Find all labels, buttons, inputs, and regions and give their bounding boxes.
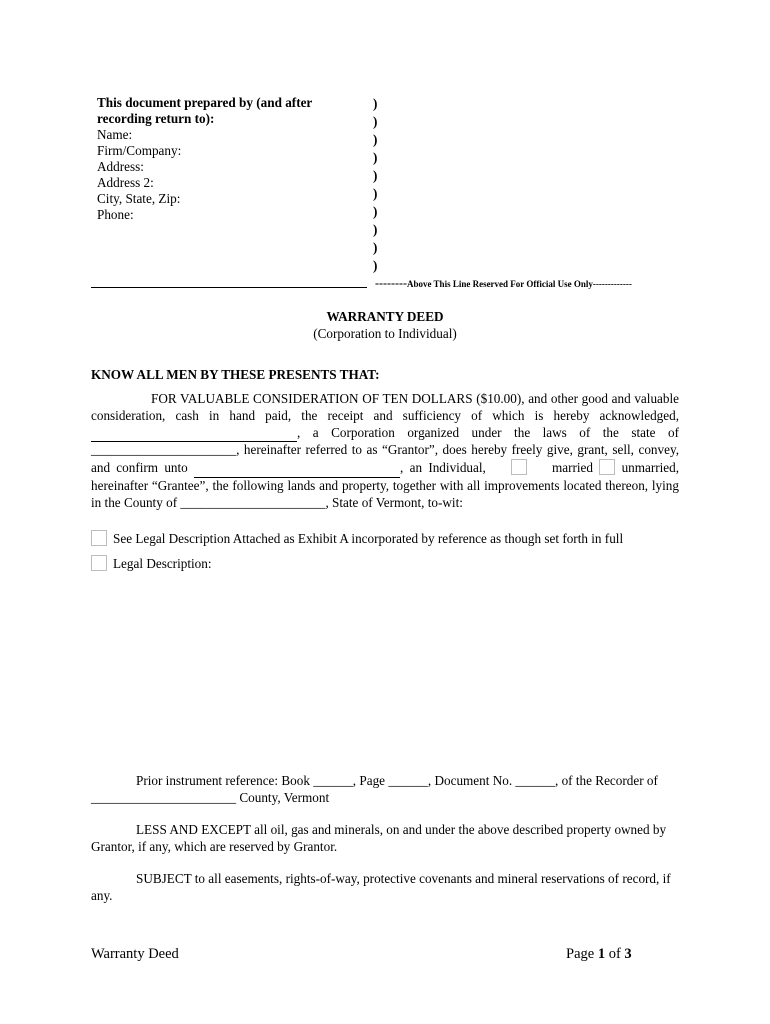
page-total: 3 bbox=[624, 946, 632, 962]
prepared-by-heading: This document prepared by (and after recording return to): bbox=[97, 95, 313, 126]
paren: ) bbox=[373, 222, 378, 237]
grantee-name-blank[interactable] bbox=[194, 460, 400, 478]
legal-description-option bbox=[91, 555, 691, 572]
subject-text: SUBJECT to all easements, rights-of-way, protective covenants and mineral reservations of record, if any. bbox=[91, 871, 671, 903]
paren: ) bbox=[373, 204, 378, 219]
parenthesis-column bbox=[373, 95, 377, 275]
field-address-label: Address: bbox=[97, 159, 144, 174]
para1-sentence-2: , a Corporation organized under the laws of the state of bbox=[297, 424, 679, 440]
prepared-by-block bbox=[97, 95, 367, 223]
prior-instrument-text: Prior instrument reference: Book ______, Page ______, Document No. ______, of the Recorder of ______________________ County, Vermont bbox=[91, 773, 658, 805]
official-use-text: Above This Line Reserved For Official Use Only bbox=[406, 279, 593, 289]
field-city-label: City, State, Zip: bbox=[97, 191, 181, 206]
paren: ) bbox=[373, 186, 378, 201]
para1-sentence-6: unmarried, hereinafter “Grantee”, the following lands and property, together with all improvements located thereon, lying in the County of ______________________, State of Vermont, to-wit: bbox=[91, 460, 680, 510]
field-address2-label: Address 2: bbox=[97, 175, 154, 190]
document-title: WARRANTY DEED bbox=[326, 309, 444, 324]
recording-line bbox=[91, 287, 367, 288]
married-checkbox[interactable] bbox=[511, 459, 527, 475]
footer-page-number bbox=[566, 946, 632, 963]
field-phone-label: Phone: bbox=[97, 207, 134, 222]
page-current: 1 bbox=[597, 946, 606, 962]
document-subtitle: (Corporation to Individual) bbox=[313, 326, 457, 341]
exhibit-option bbox=[91, 530, 691, 547]
field-name-label: Name: bbox=[97, 127, 133, 142]
para1-sentence-3: ______________________, hereinafter referred to as “Grantor”, does hereby freely give, grant, sell, convey, and confirm unto bbox=[91, 442, 679, 476]
page-label: Page bbox=[566, 946, 595, 962]
official-use-notice bbox=[375, 276, 632, 291]
footer-document-name: Warranty Deed bbox=[91, 946, 179, 962]
legal-description-label: Legal Description: bbox=[113, 556, 212, 571]
paren: ) bbox=[373, 240, 378, 255]
paren: ) bbox=[373, 168, 378, 183]
prior-instrument-paragraph bbox=[91, 772, 679, 806]
subject-paragraph bbox=[91, 870, 679, 904]
paren: ) bbox=[373, 258, 378, 273]
unmarried-checkbox[interactable] bbox=[599, 459, 615, 475]
less-except-paragraph bbox=[91, 821, 679, 855]
official-dashes-left: -------- bbox=[375, 276, 407, 290]
know-all-heading: KNOW ALL MEN BY THESE PRESENTS THAT: bbox=[91, 367, 380, 382]
married-label: married bbox=[551, 460, 593, 476]
legal-description-checkbox[interactable] bbox=[91, 555, 107, 571]
paren: ) bbox=[373, 114, 378, 129]
paren: ) bbox=[373, 132, 378, 147]
official-dashes-right: ------------- bbox=[592, 279, 632, 289]
grantor-name-blank[interactable] bbox=[91, 425, 297, 443]
page-of-label: of bbox=[608, 946, 621, 962]
field-firm-label: Firm/Company: bbox=[97, 143, 182, 158]
paren: ) bbox=[373, 96, 378, 111]
exhibit-label: See Legal Description Attached as Exhibit A incorporated by reference as though set forth in full bbox=[113, 531, 624, 546]
paren: ) bbox=[373, 150, 378, 165]
consideration-paragraph bbox=[91, 391, 679, 512]
para1-sentence-1: FOR VALUABLE CONSIDERATION OF TEN DOLLARS ($10.00), and other good and valuable consideration, cash in hand paid, the receipt and sufficiency of which is hereby acknowledged, bbox=[91, 391, 679, 423]
para1-sentence-4: , an Individual, bbox=[400, 460, 486, 476]
less-except-text: LESS AND EXCEPT all oil, gas and minerals, on and under the above described property owned by Grantor, if any, which are reserved by Grantor. bbox=[91, 822, 667, 854]
exhibit-checkbox[interactable] bbox=[91, 530, 107, 546]
